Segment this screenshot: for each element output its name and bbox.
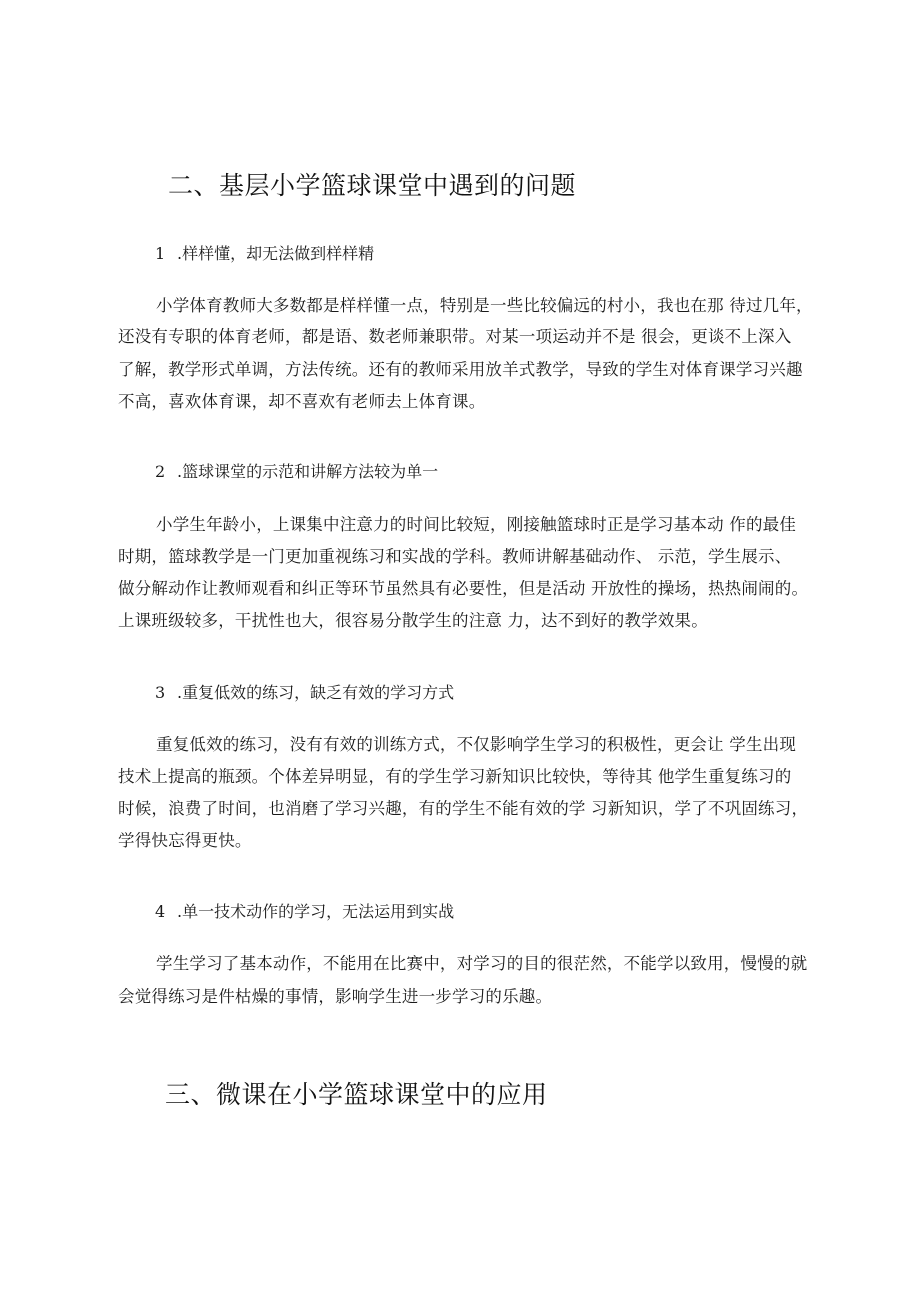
subsection-title-text: .单一技术动作的学习，无法运用到实战	[177, 902, 455, 921]
paragraph-line: 小学体育教师大多数都是样样懂一点，特别是一些比较偏远的村小，我也在那 待过几年，	[156, 296, 813, 315]
paragraph-line: 重复低效的练习，没有有效的训练方式，不仅影响学生学习的积极性，更会让 学生出现	[156, 735, 797, 754]
subsection-title-text: .样样懂，却无法做到样样精	[177, 244, 375, 263]
paragraph-line: 还没有专职的体育老师，都是语、数老师兼职带。对某一项运动并不是 很会，更谈不上深入	[118, 327, 792, 346]
paragraph-line: 了解，教学形式单调，方法传统。还有的教师采用放羊式教学，导致的学生对体育课学习兴趣	[118, 360, 803, 379]
paragraph-line: 学生学习了基本动作，不能用在比赛中，对学习的目的很茫然，不能学以致用，慢慢的就	[156, 954, 808, 973]
subsection-number: 1	[155, 244, 166, 263]
paragraph-line: 上课班级较多，干扰性也大，很容易分散学生的注意 力，达不到好的教学效果。	[118, 611, 708, 630]
subsection-number: 4	[155, 902, 166, 921]
paragraph-line: 做分解动作让教师观看和纠正等环节虽然具有必要性，但是活动 开放性的操场，热热闹闹的。	[118, 579, 809, 598]
paragraph-line: 时候，浪费了时间，也消磨了学习兴趣，有的学生不能有效的学 习新知识，学了不巩固练习，	[118, 799, 809, 818]
paragraph-line: 时期，篮球教学是一门更加重视练习和实战的学科。教师讲解基础动作、 示范，学生展示、	[118, 547, 792, 566]
paragraph-line: 学得快忘得更快。	[118, 831, 252, 850]
paragraph-line: 会觉得练习是件枯燥的事情，影响学生进一步学习的乐趣。	[118, 987, 553, 1006]
section-heading-2: 二、基层小学篮球课堂中遇到的问题	[168, 171, 577, 200]
subsection-title-1	[155, 241, 374, 264]
subsection-title-text: .重复低效的练习，缺乏有效的学习方式	[177, 683, 455, 702]
subsection-title-text: .篮球课堂的示范和讲解方法较为单一	[177, 462, 439, 481]
subsection-title-3	[155, 680, 454, 703]
subsection-title-2	[155, 459, 438, 482]
paragraph-line: 小学生年龄小，上课集中注意力的时间比较短，刚接触篮球时正是学习基本动 作的最佳	[156, 515, 797, 534]
subsection-number: 2	[155, 462, 166, 481]
subsection-number: 3	[155, 683, 166, 702]
paragraph-line: 技术上提高的瓶颈。个体差异明显，有的学生学习新知识比较快，等待其 他学生重复练习的	[118, 767, 792, 786]
subsection-title-4	[155, 899, 454, 922]
paragraph-line: 不高，喜欢体育课，却不喜欢有老师去上体育课。	[118, 392, 486, 411]
section-heading-3: 三、微课在小学篮球课堂中的应用	[165, 1080, 548, 1109]
